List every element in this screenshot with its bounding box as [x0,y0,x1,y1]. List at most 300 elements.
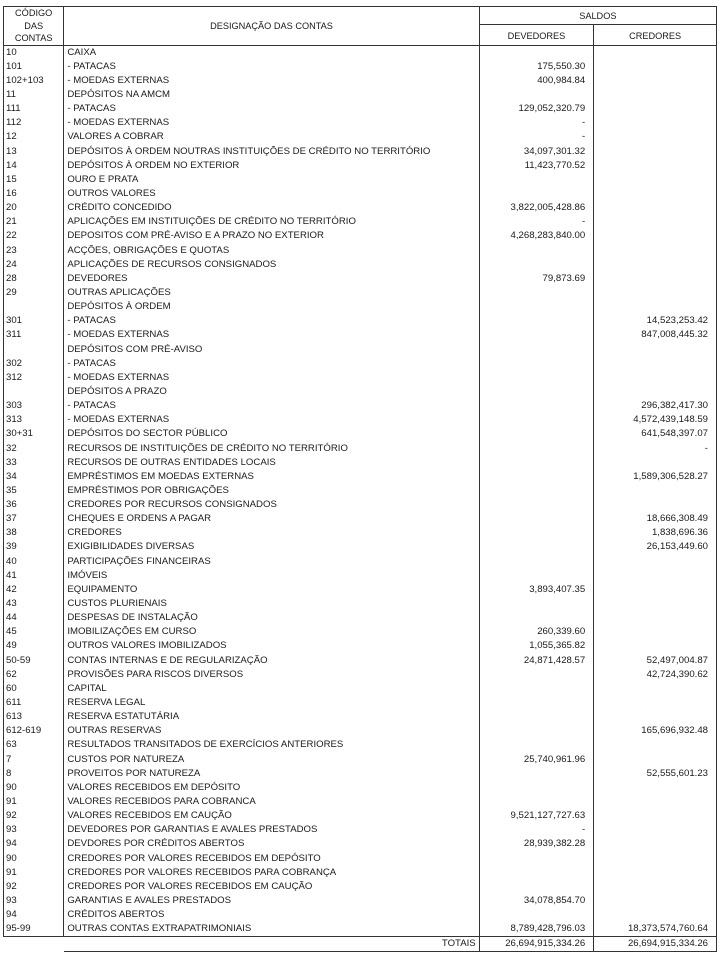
account-designation-cell: - MOEDAS EXTERNAS [64,116,479,130]
account-designation-cell: APLICAÇÕES DE RECURSOS CONSIGNADOS [64,258,479,272]
account-designation-cell: EMPRÉSTIMOS EM MOEDAS EXTERNAS [64,470,479,484]
debit-balance-cell: 400,984.84 [479,74,594,88]
debit-balance-cell [479,187,594,201]
credit-balance-cell: 847,008,445.32 [594,328,717,342]
table-row [4,555,717,569]
credit-balance-cell [594,569,717,583]
account-designation-cell: DESPESAS DE INSTALAÇÃO [64,611,479,625]
table-row [4,852,717,866]
table-row [4,201,717,215]
credit-balance-cell: 52,555,601.23 [594,767,717,781]
table-row [4,639,717,653]
account-code-cell: 611 [4,696,64,710]
table-row [4,357,717,371]
table-row [4,625,717,639]
account-code-cell: 35 [4,484,64,498]
account-code-cell: 313 [4,413,64,427]
account-designation-cell: CRÉDITOS ABERTOS [64,908,479,922]
header-credit: CREDORES [594,25,717,45]
credit-balance-cell: 26,153,449.60 [594,540,717,554]
table-row [4,60,717,74]
account-code-cell: 303 [4,399,64,413]
credit-balance-cell [594,74,717,88]
table-row [4,470,717,484]
account-code-cell: 92 [4,809,64,823]
debit-balance-cell [479,767,594,781]
table-row [4,328,717,342]
debit-balance-cell: 24,871,428.57 [479,654,594,668]
credit-balance-cell [594,611,717,625]
credit-balance-cell [594,710,717,724]
debit-balance-cell [479,880,594,894]
table-row [4,837,717,851]
credit-balance-cell [594,484,717,498]
table-row [4,116,717,130]
debit-balance-cell: 25,740,961.96 [479,753,594,767]
credit-balance-cell [594,144,717,158]
account-designation-cell: - PATACAS [64,399,479,413]
credit-balance-cell [594,738,717,752]
table-row [4,215,717,229]
table-row [4,258,717,272]
account-code-cell: 612-619 [4,724,64,738]
account-designation-cell: DEVDORES POR CRÉDITOS ABERTOS [64,837,479,851]
credit-balance-cell: 1,589,306,528.27 [594,470,717,484]
account-code-cell: 93 [4,894,64,908]
table-row [4,696,717,710]
debit-balance-cell [479,258,594,272]
credit-balance-cell [594,102,717,116]
table-row [4,738,717,752]
account-designation-cell: PROVISÕES PARA RISCOS DIVERSOS [64,668,479,682]
account-code-cell: 12 [4,130,64,144]
debit-balance-cell [479,852,594,866]
account-designation-cell: - MOEDAS EXTERNAS [64,413,479,427]
account-designation-cell: RECURSOS DE OUTRAS ENTIDADES LOCAIS [64,456,479,470]
account-designation-cell: PROVEITOS POR NATUREZA [64,767,479,781]
account-code-cell: 39 [4,540,64,554]
account-designation-cell: CREDORES POR VALORES RECEBIDOS EM CAUÇÃO [64,880,479,894]
header-account-code [4,7,64,46]
debit-balance-cell: 3,893,407.35 [479,583,594,597]
table-row [4,710,717,724]
account-code-cell: 15 [4,173,64,187]
debit-balance-cell: 34,078,854.70 [479,894,594,908]
account-designation-cell: GARANTIAS E AVALES PRESTADOS [64,894,479,908]
credit-balance-cell [594,456,717,470]
account-code-cell: 16 [4,187,64,201]
account-designation-cell: - MOEDAS EXTERNAS [64,74,479,88]
credit-balance-cell [594,286,717,300]
credit-balance-cell: 1,838,696.36 [594,526,717,540]
debit-balance-cell [479,908,594,922]
account-code-cell [4,342,64,356]
account-designation-cell: CHEQUES E ORDENS A PAGAR [64,512,479,526]
account-designation-cell: DEVEDORES POR GARANTIAS E AVALES PRESTADOS [64,823,479,837]
debit-balance-cell [479,45,594,60]
account-designation-cell: VALORES A COBRAR [64,130,479,144]
debit-balance-cell: 175,550.30 [479,60,594,74]
account-designation-cell: DEPÓSITOS À ORDEM [64,300,479,314]
table-row [4,880,717,894]
table-row [4,88,717,102]
debit-balance-cell [479,611,594,625]
table-row [4,922,717,937]
account-designation-cell: - PATACAS [64,60,479,74]
debit-balance-cell [479,243,594,257]
account-code-cell: 94 [4,908,64,922]
table-row [4,908,717,922]
account-code-cell: 312 [4,371,64,385]
credit-balance-cell [594,60,717,74]
totals-row [4,937,717,952]
account-code-cell: 29 [4,286,64,300]
table-row [4,342,717,356]
table-row [4,314,717,328]
table-row [4,385,717,399]
account-code-cell: 111 [4,102,64,116]
table-row [4,173,717,187]
table-row [4,456,717,470]
table-row [4,781,717,795]
credit-balance-cell [594,300,717,314]
debit-balance-cell [479,781,594,795]
header-code-line-2: DAS [24,20,44,31]
table-row [4,894,717,908]
account-code-cell: 24 [4,258,64,272]
account-designation-cell: CUSTOS POR NATUREZA [64,753,479,767]
table-row [4,371,717,385]
account-code-cell: 62 [4,668,64,682]
credit-balance-cell: 14,523,253.42 [594,314,717,328]
account-code-cell: 40 [4,555,64,569]
account-code-cell: 41 [4,569,64,583]
credit-balance-cell [594,357,717,371]
debit-balance-cell [479,371,594,385]
account-designation-cell: DEVEDORES [64,272,479,286]
credit-balance-cell [594,809,717,823]
credit-balance-cell [594,781,717,795]
account-code-cell [4,300,64,314]
account-designation-cell: CAPITAL [64,682,479,696]
totals-label: TOTAIS [64,937,479,952]
account-designation-cell: OUTRAS CONTAS EXTRAPATRIMONIAIS [64,922,479,937]
account-designation-cell: - MOEDAS EXTERNAS [64,328,479,342]
credit-balance-cell [594,88,717,102]
account-designation-cell: RESERVA LEGAL [64,696,479,710]
account-designation-cell: EMPRÉSTIMOS POR OBRIGAÇÕES [64,484,479,498]
debit-balance-cell [479,342,594,356]
credit-balance-cell [594,837,717,851]
credit-balance-cell [594,371,717,385]
table-row [4,272,717,286]
account-code-cell: 91 [4,866,64,880]
account-code-cell: 10 [4,45,64,60]
account-designation-cell: OURO E PRATA [64,173,479,187]
account-code-cell: 32 [4,441,64,455]
table-row [4,753,717,767]
debit-balance-cell [479,738,594,752]
credit-balance-cell [594,880,717,894]
account-code-cell: 311 [4,328,64,342]
account-designation-cell: PARTICIPAÇÕES FINANCEIRAS [64,555,479,569]
debit-balance-cell [479,399,594,413]
credit-balance-cell [594,342,717,356]
totals-credit: 26,694,915,334.26 [594,937,717,952]
account-designation-cell: CREDORES [64,526,479,540]
account-designation-cell: VALORES RECEBIDOS EM DEPÓSITO [64,781,479,795]
account-designation-cell: CREDORES POR VALORES RECEBIDOS PARA COBRANÇA [64,866,479,880]
credit-balance-cell [594,866,717,880]
credit-balance-cell: 296,382,417.30 [594,399,717,413]
credit-balance-cell [594,823,717,837]
header-code-line-3: CONTAS [14,33,53,43]
table-row [4,583,717,597]
debit-balance-cell [479,866,594,880]
table-row [4,187,717,201]
account-code-cell: 102+103 [4,74,64,88]
table-row [4,767,717,781]
account-code-cell: 112 [4,116,64,130]
account-designation-cell: - MOEDAS EXTERNAS [64,371,479,385]
debit-balance-cell [479,526,594,540]
account-designation-cell: RESERVA ESTATUTÁRIA [64,710,479,724]
debit-balance-cell: 9,521,127,727.63 [479,809,594,823]
credit-balance-cell: 52,497,004.87 [594,654,717,668]
table-row [4,243,717,257]
account-designation-cell: - PATACAS [64,357,479,371]
debit-balance-cell [479,427,594,441]
credit-balance-cell [594,229,717,243]
debit-balance-cell: - [479,116,594,130]
totals-debit: 26,694,915,334.26 [479,937,594,952]
account-code-cell: 20 [4,201,64,215]
account-code-cell: 93 [4,823,64,837]
account-designation-cell: EXIGIBILIDADES DIVERSAS [64,540,479,554]
debit-balance-cell [479,357,594,371]
header-code-line-1: CÓDIGO [15,8,53,18]
credit-balance-cell [594,498,717,512]
account-designation-cell: IMÓVEIS [64,569,479,583]
table-footer [4,937,717,952]
table-row [4,229,717,243]
account-code-cell: 63 [4,738,64,752]
credit-balance-cell [594,385,717,399]
account-designation-cell: OUTROS VALORES IMOBILIZADOS [64,639,479,653]
account-code-cell: 30+31 [4,427,64,441]
account-designation-cell: VALORES RECEBIDOS EM CAUÇÃO [64,809,479,823]
debit-balance-cell [479,300,594,314]
account-code-cell: 33 [4,456,64,470]
account-code-cell: 14 [4,159,64,173]
table-row [4,795,717,809]
account-designation-cell: DEPÓSITOS DO SECTOR PÚBLICO [64,427,479,441]
account-designation-cell: OUTRAS RESERVAS [64,724,479,738]
debit-balance-cell [479,597,594,611]
account-code-cell [4,385,64,399]
account-designation-cell: RESULTADOS TRANSITADOS DE EXERCÍCIOS ANTERIORES [64,738,479,752]
account-code-cell: 43 [4,597,64,611]
table-row [4,286,717,300]
debit-balance-cell: 79,873.69 [479,272,594,286]
credit-balance-cell [594,682,717,696]
account-code-cell: 34 [4,470,64,484]
table-row [4,866,717,880]
credit-balance-cell [594,201,717,215]
table-row [4,300,717,314]
table-row [4,668,717,682]
debit-balance-cell: 4,268,283,840.00 [479,229,594,243]
header-balances: SALDOS [479,7,716,25]
account-designation-cell: APLICAÇÕES EM INSTITUIÇÕES DE CRÉDITO NO TERRITÓRIO [64,215,479,229]
credit-balance-cell: 18,373,574,760.64 [594,922,717,937]
account-code-cell: 38 [4,526,64,540]
debit-balance-cell: 8,789,428,796.03 [479,922,594,937]
account-designation-cell: CUSTOS PLURIENAIS [64,597,479,611]
account-designation-cell: DEPÓSITOS A PRAZO [64,385,479,399]
account-code-cell: 101 [4,60,64,74]
account-code-cell: 13 [4,144,64,158]
account-code-cell: 90 [4,852,64,866]
debit-balance-cell [479,470,594,484]
account-designation-cell: OUTROS VALORES [64,187,479,201]
debit-balance-cell [479,498,594,512]
debit-balance-cell: 129,052,320.79 [479,102,594,116]
account-designation-cell: OUTRAS APLICAÇÕES [64,286,479,300]
account-designation-cell: IMOBILIZAÇÕES EM CURSO [64,625,479,639]
account-code-cell: 94 [4,837,64,851]
credit-balance-cell [594,639,717,653]
account-code-cell: 90 [4,781,64,795]
debit-balance-cell [479,456,594,470]
credit-balance-cell: 18,666,308.49 [594,512,717,526]
debit-balance-cell [479,328,594,342]
credit-balance-cell [594,173,717,187]
table-row [4,512,717,526]
credit-balance-cell: 641,548,397.07 [594,427,717,441]
debit-balance-cell: - [479,130,594,144]
account-code-cell: 11 [4,88,64,102]
debit-balance-cell [479,795,594,809]
account-designation-cell: DEPÓSITOS À ORDEM NOUTRAS INSTITUIÇÕES DE CRÉDITO NO TERRITÓRIO [64,144,479,158]
table-row [4,413,717,427]
table-row [4,540,717,554]
table-row [4,144,717,158]
debit-balance-cell: 1,055,365.82 [479,639,594,653]
credit-balance-cell [594,130,717,144]
credit-balance-cell [594,753,717,767]
account-designation-cell: ACÇÕES, OBRIGAÇÕES E QUOTAS [64,243,479,257]
debit-balance-cell [479,696,594,710]
debit-balance-cell: - [479,823,594,837]
credit-balance-cell: 165,696,932.48 [594,724,717,738]
debit-balance-cell [479,540,594,554]
account-code-cell: 95-99 [4,922,64,937]
account-designation-cell: EQUIPAMENTO [64,583,479,597]
credit-balance-cell [594,555,717,569]
table-row [4,399,717,413]
debit-balance-cell [479,555,594,569]
account-code-cell: 91 [4,795,64,809]
account-code-cell: 60 [4,682,64,696]
credit-balance-cell [594,215,717,229]
account-designation-cell: DEPOSITOS COM PRÉ-AVISO E A PRAZO NO EXTERIOR [64,229,479,243]
table-row [4,724,717,738]
account-designation-cell: - PATACAS [64,102,479,116]
credit-balance-cell [594,696,717,710]
debit-balance-cell [479,682,594,696]
debit-balance-cell [479,413,594,427]
account-designation-cell: CAIXA [64,45,479,60]
credit-balance-cell [594,597,717,611]
debit-balance-cell: 3,822,005,428.86 [479,201,594,215]
credit-balance-cell [594,187,717,201]
credit-balance-cell [594,258,717,272]
table-row [4,484,717,498]
table-row [4,45,717,60]
account-designation-cell: CREDORES POR VALORES RECEBIDOS EM DEPÓSITO [64,852,479,866]
account-code-cell: 301 [4,314,64,328]
account-designation-cell: VALORES RECEBIDOS PARA COBRANCA [64,795,479,809]
table-row [4,569,717,583]
debit-balance-cell [479,286,594,300]
account-code-cell: 613 [4,710,64,724]
account-code-cell: 21 [4,215,64,229]
debit-balance-cell [479,569,594,583]
table-row [4,654,717,668]
table-row [4,159,717,173]
account-code-cell: 302 [4,357,64,371]
debit-balance-cell [479,173,594,187]
debit-balance-cell [479,710,594,724]
debit-balance-cell [479,314,594,328]
debit-balance-cell: 34,097,301.32 [479,144,594,158]
credit-balance-cell [594,116,717,130]
table-row [4,809,717,823]
account-code-cell: 37 [4,512,64,526]
account-designation-cell: CONTAS INTERNAS E DE REGULARIZAÇÃO [64,654,479,668]
account-code-cell: 7 [4,753,64,767]
credit-balance-cell [594,894,717,908]
table-row [4,823,717,837]
account-code-cell: 49 [4,639,64,653]
debit-balance-cell [479,441,594,455]
account-code-cell: 22 [4,229,64,243]
account-code-cell: 28 [4,272,64,286]
table-row [4,102,717,116]
account-code-cell: 36 [4,498,64,512]
account-code-cell: 92 [4,880,64,894]
debit-balance-cell: 260,339.60 [479,625,594,639]
debit-balance-cell [479,512,594,526]
table-row [4,427,717,441]
credit-balance-cell [594,243,717,257]
table-row [4,130,717,144]
header-account-designation: DESIGNAÇÃO DAS CONTAS [64,7,479,46]
debit-balance-cell [479,724,594,738]
credit-balance-cell: 4,572,439,148.59 [594,413,717,427]
table-row [4,597,717,611]
account-code-cell: 42 [4,583,64,597]
table-row [4,441,717,455]
credit-balance-cell [594,795,717,809]
debit-balance-cell [479,88,594,102]
debit-balance-cell [479,385,594,399]
debit-balance-cell: 11,423,770.52 [479,159,594,173]
table-row [4,74,717,88]
account-code-cell: 8 [4,767,64,781]
table-row [4,682,717,696]
